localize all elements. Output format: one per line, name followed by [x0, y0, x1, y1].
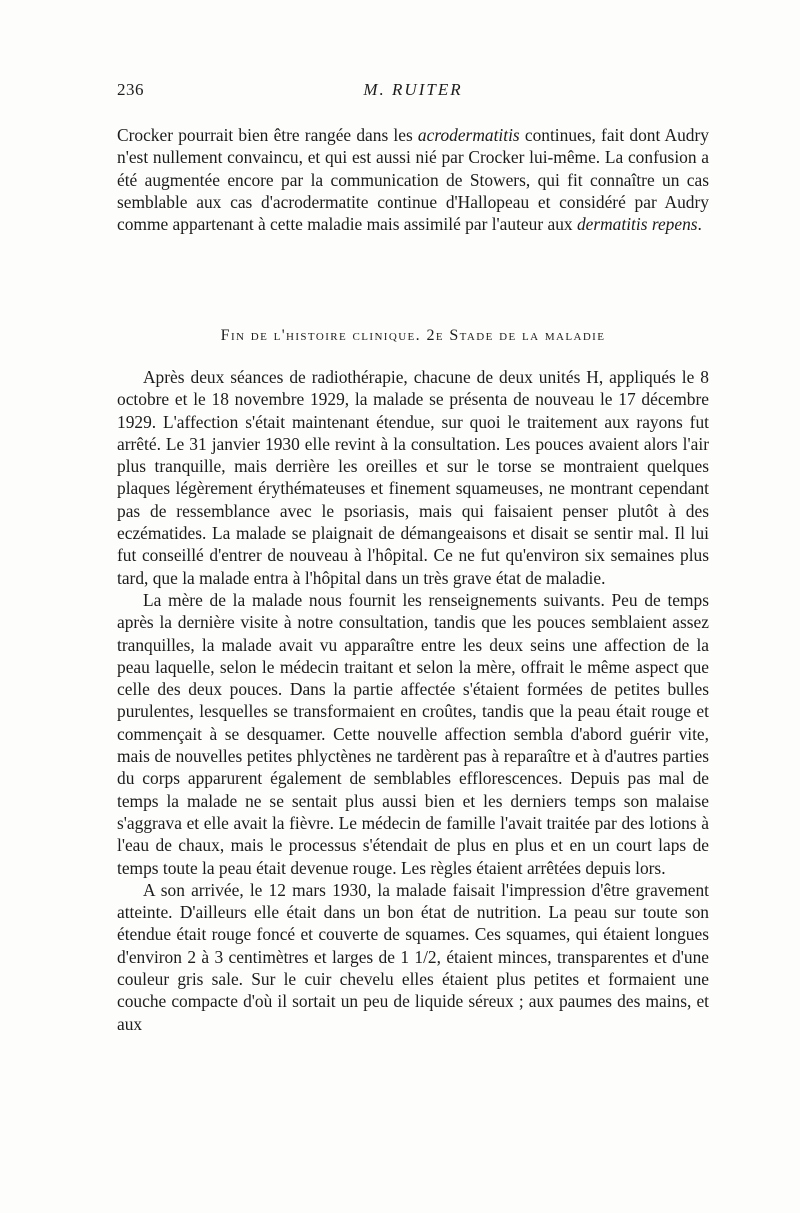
text-run: continues, fait dont Audry n'est nullement convaincu, et qui est aussi nié par Crocker lui-même. La confusion a été augmentée encore par la communication de Stowers, qui fit connaître un cas semblable aux cas d'acrodermatite continue d'Hallopeau et considéré par Audry comme appartenant à cette maladie mais assimilé par l'auteur aux	[117, 125, 709, 235]
page-number: 236	[117, 80, 144, 99]
running-head: M. RUITER	[363, 80, 463, 99]
page-header	[117, 80, 709, 104]
section-heading: Fin de l'histoire clinique. 2e Stade de la maladie	[220, 327, 606, 344]
italic-term: dermatitis repens	[576, 214, 698, 235]
intro-paragraph	[117, 124, 709, 235]
clinical-history-body	[117, 366, 709, 1035]
paragraph: A son arrivée, le 12 mars 1930, la malade faisait l'impression d'être gravement atteinte. D'ailleurs elle était dans un bon état de nutrition. La peau sur toute son étendue était rouge foncé et couverte de squames. Ces squames, qui étaient longues d'environ 2 à 3 centimètres et larges de 1 1/2, étaient minces, transparentes et d'une couleur gris sale. Sur le cuir chevelu elles étaient plus petites et formaient une couche compacte d'où il sortait un peu de liquide séreux ; aux paumes des mains, et aux	[117, 879, 709, 1034]
text-run: .	[697, 214, 702, 235]
paragraph	[117, 124, 709, 235]
text-run: Crocker pourrait bien être rangée dans les	[117, 125, 418, 145]
paragraph: La mère de la malade nous fournit les renseignements suivants. Peu de temps après la dernière visite à notre consultation, tandis que les pouces semblaient assez tranquilles, la malade avait vu apparaître entre les deux seins une affection de la peau laquelle, selon le médecin traitant et selon la mère, offrait le même aspect que celle des deux pouces. Dans la partie affectée s'étaient formées de petites bulles purulentes, lesquelles se transformaient en croûtes, tandis que la peau était rouge et commençait à se desquamer. Cette nouvelle affection sembla d'abord guérir vite, mais de nouvelles petites phlyctènes ne tardèrent pas à reparaître et à d'autres parties du corps apparurent également de semblables efflorescences. Depuis pas mal de temps la malade ne se sentait plus aussi bien et les derniers temps son malaise s'aggrava et elle avait la fièvre. Le médecin de famille l'avait traitée par des lotions à l'eau de chaux, mais le processus s'étendait de plus en plus et en un court laps de temps toute la peau était devenue rouge. Les règles étaient arrêtées depuis lors.	[117, 589, 709, 878]
paragraph: Après deux séances de radiothérapie, chacune de deux unités H, appliqués le 8 octobre et le 18 novembre 1929, la malade se présenta de nouveau le 17 décembre 1929. L'affection s'était maintenant étendue, sur quoi le traitement aux rayons fut arrêté. Le 31 janvier 1930 elle revint à la consultation. Les pouces avaient alors l'air plus tranquille, mais derrière les oreilles et sur le torse se montraient quelques plaques légèrement érythémateuses et finement squameuses, ne montrant cependant pas de ressemblance avec le psoriasis, mais qui faisaient penser plutôt à des eczématides. La malade se plaignait de démangeaisons et disait se sentir mal. Il lui fut conseillé d'entrer de nouveau à l'hôpital. Ce ne fut qu'environ six semaines plus tard, que la malade entra à l'hôpital dans un très grave état de maladie.	[117, 367, 709, 588]
italic-term: acrodermatitis	[417, 125, 520, 145]
